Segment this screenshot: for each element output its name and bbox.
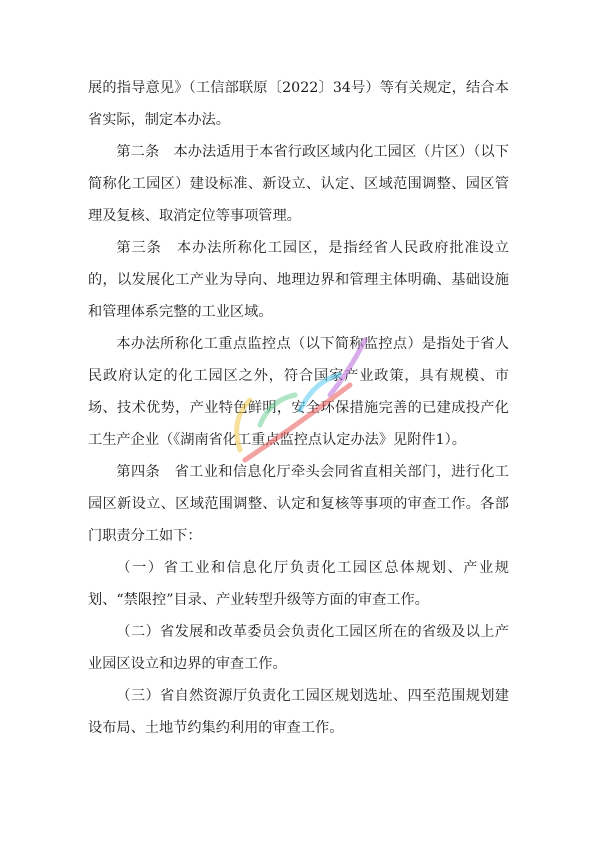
paragraph-article-3: 第三条 本办法所称化工园区，是指经省人民政府批准设立的，以发展化工产业为导向、地理边界和管理主体明确、基础设施和管理体系完整的工业区域。 [88,240,509,320]
document-body [88,72,509,744]
paragraph-article-2: 第二条 本办法适用于本省行政区域内化工园区（片区）（以下简称化工园区）建设标准、新设立、认定、区域范围调整、园区管理及复核、取消定位等事项管理。 [88,144,509,224]
paragraph-duty-1: （一）省工业和信息化厅负责化工园区总体规划、产业规划、“禁限控”目录、产业转型升级等方面的审查工作。 [88,560,509,608]
paragraph-continuation: 展的指导意见》（工信部联原〔2022〕34号）等有关规定，结合本省实际，制定本办法。 [88,80,509,128]
paragraph-duty-2: （二）省发展和改革委员会负责化工园区所在的省级及以上产业园区设立和边界的审查工作。 [88,624,509,672]
paragraph-article-4: 第四条 省工业和信息化厅牵头会同省直相关部门，进行化工园区新设立、区域范围调整、认定和复核等事项的审查工作。各部门职责分工如下： [88,464,509,544]
paragraph-monitoring-point: 本办法所称化工重点监控点（以下简称监控点）是指处于省人民政府认定的化工园区之外，符合国家产业政策，具有规模、市场、技术优势，产业特色鲜明，安全环保措施完善的已建成投产化工生产企业（《湖南省化工重点监控点认定办法》见附件1）。 [88,336,509,448]
paragraph-duty-3: （三）省自然资源厅负责化工园区规划选址、四至范围规划建设布局、土地节约集约利用的审查工作。 [88,688,509,736]
